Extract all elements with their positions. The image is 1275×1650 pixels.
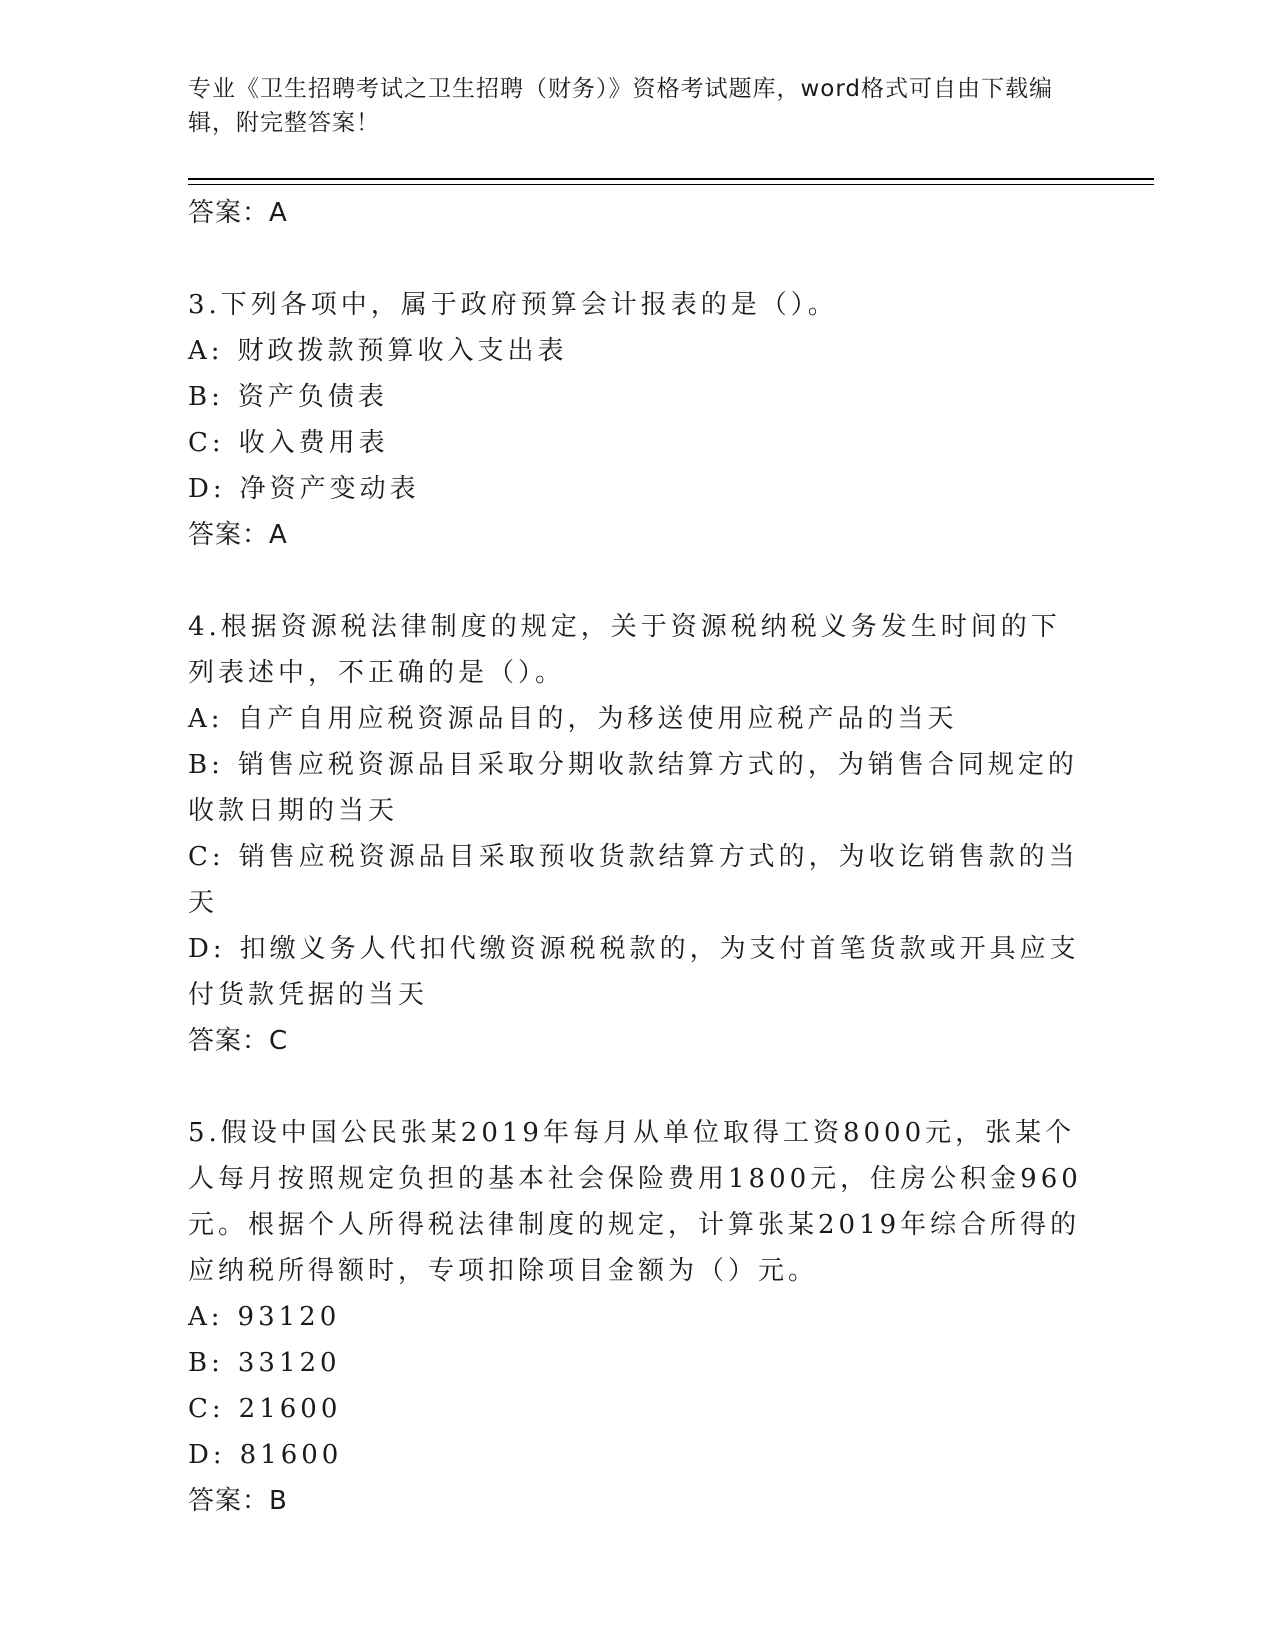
option-text: 销售应税资源品目采取预收货款结算方式的，为收讫销售款的当天 <box>188 842 1079 918</box>
previous-answer: 答案：A <box>188 198 288 228</box>
question-5 <box>188 1110 1088 1524</box>
option-b <box>188 1340 1088 1386</box>
question-list <box>188 190 1088 1524</box>
option-text: 自产自用应税资源品目的，为移送使用应税产品的当天 <box>237 704 958 734</box>
header-divider-thick <box>188 178 1154 180</box>
option-c <box>188 1386 1088 1432</box>
question-stem: 5.假设中国公民张某2019年每月从单位取得工资8000元，张某个人每月按照规定负担的基本社会保险费用1800元，住房公积金960元。根据个人所得税法律制度的规定，计算张某2019年综合所得的应纳税所得额时，专项扣除项目金额为（）元。 <box>188 1118 1082 1286</box>
option-text: 81600 <box>239 1440 343 1470</box>
option-a <box>188 328 1088 374</box>
option-text: 净资产变动表 <box>239 474 420 504</box>
option-letter: D: <box>188 934 226 964</box>
option-text: 扣缴义务人代扣代缴资源税税款的，为支付首笔货款或开具应支付货款凭据的当天 <box>188 934 1080 1010</box>
document-header: 专业《卫生招聘考试之卫生招聘（财务）》资格考试题库，word格式可自由下载编辑，附完整答案！ <box>188 76 1054 136</box>
question-stem: 4.根据资源税法律制度的规定，关于资源税纳税义务发生时间的下列表述中，不正确的是（）。 <box>188 612 1061 688</box>
option-c <box>188 420 1088 466</box>
option-c <box>188 834 1088 926</box>
question-3 <box>188 282 1088 558</box>
option-a <box>188 1294 1088 1340</box>
question-answer: 答案：B <box>188 1486 288 1516</box>
option-letter: D: <box>188 474 226 504</box>
option-letter: C: <box>188 842 225 872</box>
option-letter: C: <box>188 1394 225 1424</box>
option-a <box>188 696 1088 742</box>
option-b <box>188 742 1088 834</box>
option-letter: D: <box>188 1440 226 1470</box>
option-text: 销售应税资源品目采取分期收款结算方式的，为销售合同规定的收款日期的当天 <box>188 750 1078 826</box>
option-letter: B: <box>188 1348 224 1378</box>
option-b <box>188 374 1088 420</box>
question-stem: 3.下列各项中，属于政府预算会计报表的是（）。 <box>188 290 838 320</box>
option-d <box>188 926 1088 1018</box>
option-text: 收入费用表 <box>238 428 389 458</box>
option-d <box>188 466 1088 512</box>
option-letter: C: <box>188 428 225 458</box>
option-letter: B: <box>188 750 224 780</box>
option-text: 财政拨款预算收入支出表 <box>237 336 568 366</box>
question-answer: 答案：A <box>188 520 288 550</box>
question-answer: 答案：C <box>188 1026 289 1056</box>
question-4 <box>188 604 1088 1064</box>
option-letter: A: <box>188 1302 224 1332</box>
option-letter: B: <box>188 382 224 412</box>
option-d <box>188 1432 1088 1478</box>
option-letter: A: <box>188 336 224 366</box>
option-letter: A: <box>188 704 224 734</box>
option-text: 资产负债表 <box>237 382 388 412</box>
header-divider-thin <box>188 184 1154 185</box>
option-text: 21600 <box>238 1394 342 1424</box>
option-text: 93120 <box>237 1302 341 1332</box>
option-text: 33120 <box>237 1348 341 1378</box>
